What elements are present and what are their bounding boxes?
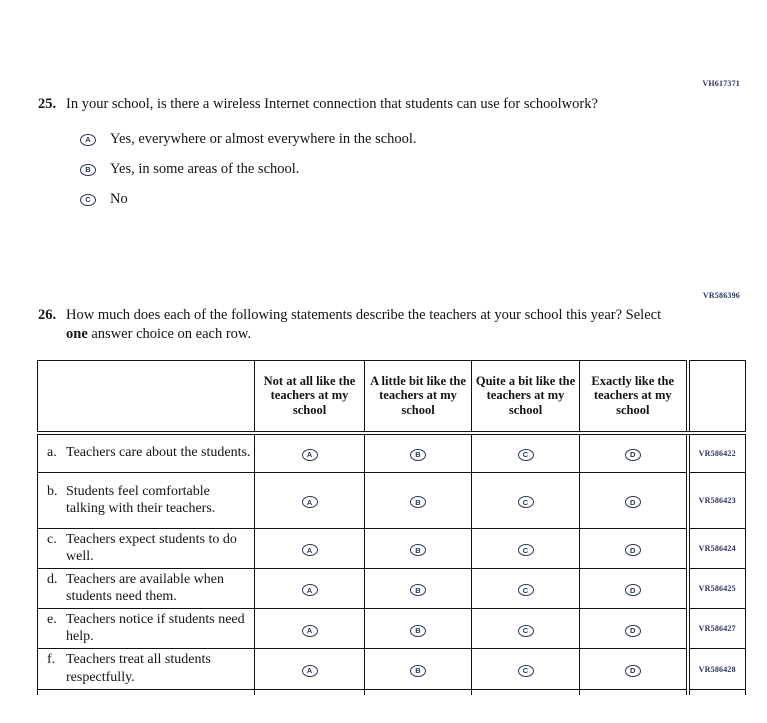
row-letter: f. <box>47 652 56 668</box>
row-code: VR586423 <box>688 473 746 529</box>
answer-cell <box>365 609 472 649</box>
code-header-cell <box>688 361 746 433</box>
column-header-a-little-bit: A little bit like the teachers at my school <box>365 361 472 433</box>
answer-option <box>80 161 598 178</box>
question-26-code: VR586396 <box>702 291 740 300</box>
question-26-matrix-table <box>37 360 746 695</box>
table-row <box>38 433 746 473</box>
table-row <box>38 609 746 649</box>
table-continuation-stub <box>38 689 746 695</box>
table-row <box>38 529 746 569</box>
row-code: VR586425 <box>688 569 746 609</box>
row-statement-cell <box>38 529 255 569</box>
answer-bubble-b[interactable]: B <box>410 584 426 596</box>
answer-bubble-d[interactable]: D <box>625 584 641 596</box>
row-statement-text: Students feel comfortable talking with their teachers. <box>66 483 216 516</box>
row-letter: a. <box>47 445 57 461</box>
answer-bubble-d[interactable]: D <box>625 625 641 637</box>
answer-cell <box>580 569 688 609</box>
table-row <box>38 473 746 529</box>
question-25-options <box>80 131 598 208</box>
answer-bubble-d[interactable]: D <box>625 496 641 508</box>
answer-cell <box>365 649 472 689</box>
answer-bubble-a[interactable]: A <box>302 584 318 596</box>
answer-cell <box>255 609 365 649</box>
answer-option-label: No <box>110 191 128 208</box>
question-25 <box>38 95 598 221</box>
answer-bubble-d[interactable]: D <box>625 449 641 461</box>
answer-bubble-a[interactable]: A <box>302 665 318 677</box>
answer-cell <box>255 433 365 473</box>
row-letter: d. <box>47 572 58 588</box>
answer-bubble-b[interactable]: B <box>410 665 426 677</box>
answer-cell <box>580 529 688 569</box>
row-letter: c. <box>47 532 57 547</box>
answer-cell <box>580 473 688 529</box>
row-code: VR586428 <box>688 649 746 689</box>
answer-bubble-a[interactable]: A <box>302 496 318 508</box>
answer-bubble-c[interactable]: C <box>518 544 534 556</box>
answer-bubble-c[interactable]: C <box>518 449 534 461</box>
question-26-text: How much does each of the following statements describe the teachers at your school this year? Select one answer choice on each row. <box>66 307 662 343</box>
answer-cell <box>472 649 580 689</box>
question-25-number: 25. <box>38 96 57 112</box>
row-statement-text: Teachers expect students to do well. <box>66 532 237 565</box>
answer-cell <box>365 569 472 609</box>
answer-bubble-d[interactable]: D <box>625 544 641 556</box>
answer-cell <box>255 473 365 529</box>
answer-bubble-c[interactable]: C <box>518 584 534 596</box>
row-statement-text: Teachers are available when students need them. <box>66 572 224 605</box>
answer-bubble-b[interactable]: B <box>410 544 426 556</box>
column-header-quite-a-bit: Quite a bit like the teachers at my school <box>472 361 580 433</box>
answer-cell <box>472 529 580 569</box>
answer-option-label: Yes, in some areas of the school. <box>110 161 300 178</box>
answer-bubble-b[interactable]: B <box>410 496 426 508</box>
row-code: VR586427 <box>688 609 746 649</box>
answer-option <box>80 191 598 208</box>
answer-cell <box>472 433 580 473</box>
table-header-row <box>38 361 746 433</box>
row-statement-cell <box>38 649 255 689</box>
answer-bubble-a[interactable]: A <box>302 625 318 637</box>
answer-bubble-b[interactable]: B <box>410 449 426 461</box>
row-letter: b. <box>47 483 58 499</box>
answer-bubble-a[interactable]: A <box>302 449 318 461</box>
answer-bubble-c[interactable]: C <box>80 194 96 206</box>
answer-bubble-c[interactable]: C <box>518 625 534 637</box>
answer-cell <box>472 473 580 529</box>
answer-bubble-a[interactable]: A <box>80 134 96 146</box>
row-statement-text: Teachers treat all students respectfully. <box>66 652 211 685</box>
column-header-not-at-all: Not at all like the teachers at my school <box>255 361 365 433</box>
answer-cell <box>365 473 472 529</box>
answer-cell <box>255 649 365 689</box>
answer-cell <box>580 433 688 473</box>
question-26-number: 26. <box>38 307 57 323</box>
answer-cell <box>255 569 365 609</box>
question-25-code: VH617371 <box>702 79 740 88</box>
column-header-exactly-like: Exactly like the teachers at my school <box>580 361 688 433</box>
answer-bubble-c[interactable]: C <box>518 496 534 508</box>
row-statement-cell <box>38 569 255 609</box>
row-statement-cell <box>38 473 255 529</box>
answer-cell <box>255 529 365 569</box>
row-statement-cell <box>38 433 255 473</box>
question-26 <box>38 306 666 344</box>
table-row <box>38 569 746 609</box>
answer-cell <box>580 609 688 649</box>
answer-option-label: Yes, everywhere or almost everywhere in the school. <box>110 131 417 148</box>
answer-bubble-a[interactable]: A <box>302 544 318 556</box>
question-25-text: In your school, is there a wireless Internet connection that students can use for schoolwork? <box>66 96 598 112</box>
row-code: VR586424 <box>688 529 746 569</box>
statement-header-cell <box>38 361 255 433</box>
row-code: VR586422 <box>688 433 746 473</box>
answer-cell <box>365 433 472 473</box>
answer-bubble-b[interactable]: B <box>80 164 96 176</box>
answer-cell <box>580 649 688 689</box>
answer-option <box>80 131 598 148</box>
answer-cell <box>472 569 580 609</box>
row-statement-text: Teachers notice if students need help. <box>66 612 245 645</box>
row-statement-cell <box>38 609 255 649</box>
answer-bubble-b[interactable]: B <box>410 625 426 637</box>
answer-bubble-c[interactable]: C <box>518 665 534 677</box>
answer-cell <box>472 609 580 649</box>
row-letter: e. <box>47 612 57 628</box>
table-row <box>38 649 746 689</box>
answer-cell <box>365 529 472 569</box>
row-statement-text: Teachers care about the students. <box>66 445 251 461</box>
answer-bubble-d[interactable]: D <box>625 665 641 677</box>
